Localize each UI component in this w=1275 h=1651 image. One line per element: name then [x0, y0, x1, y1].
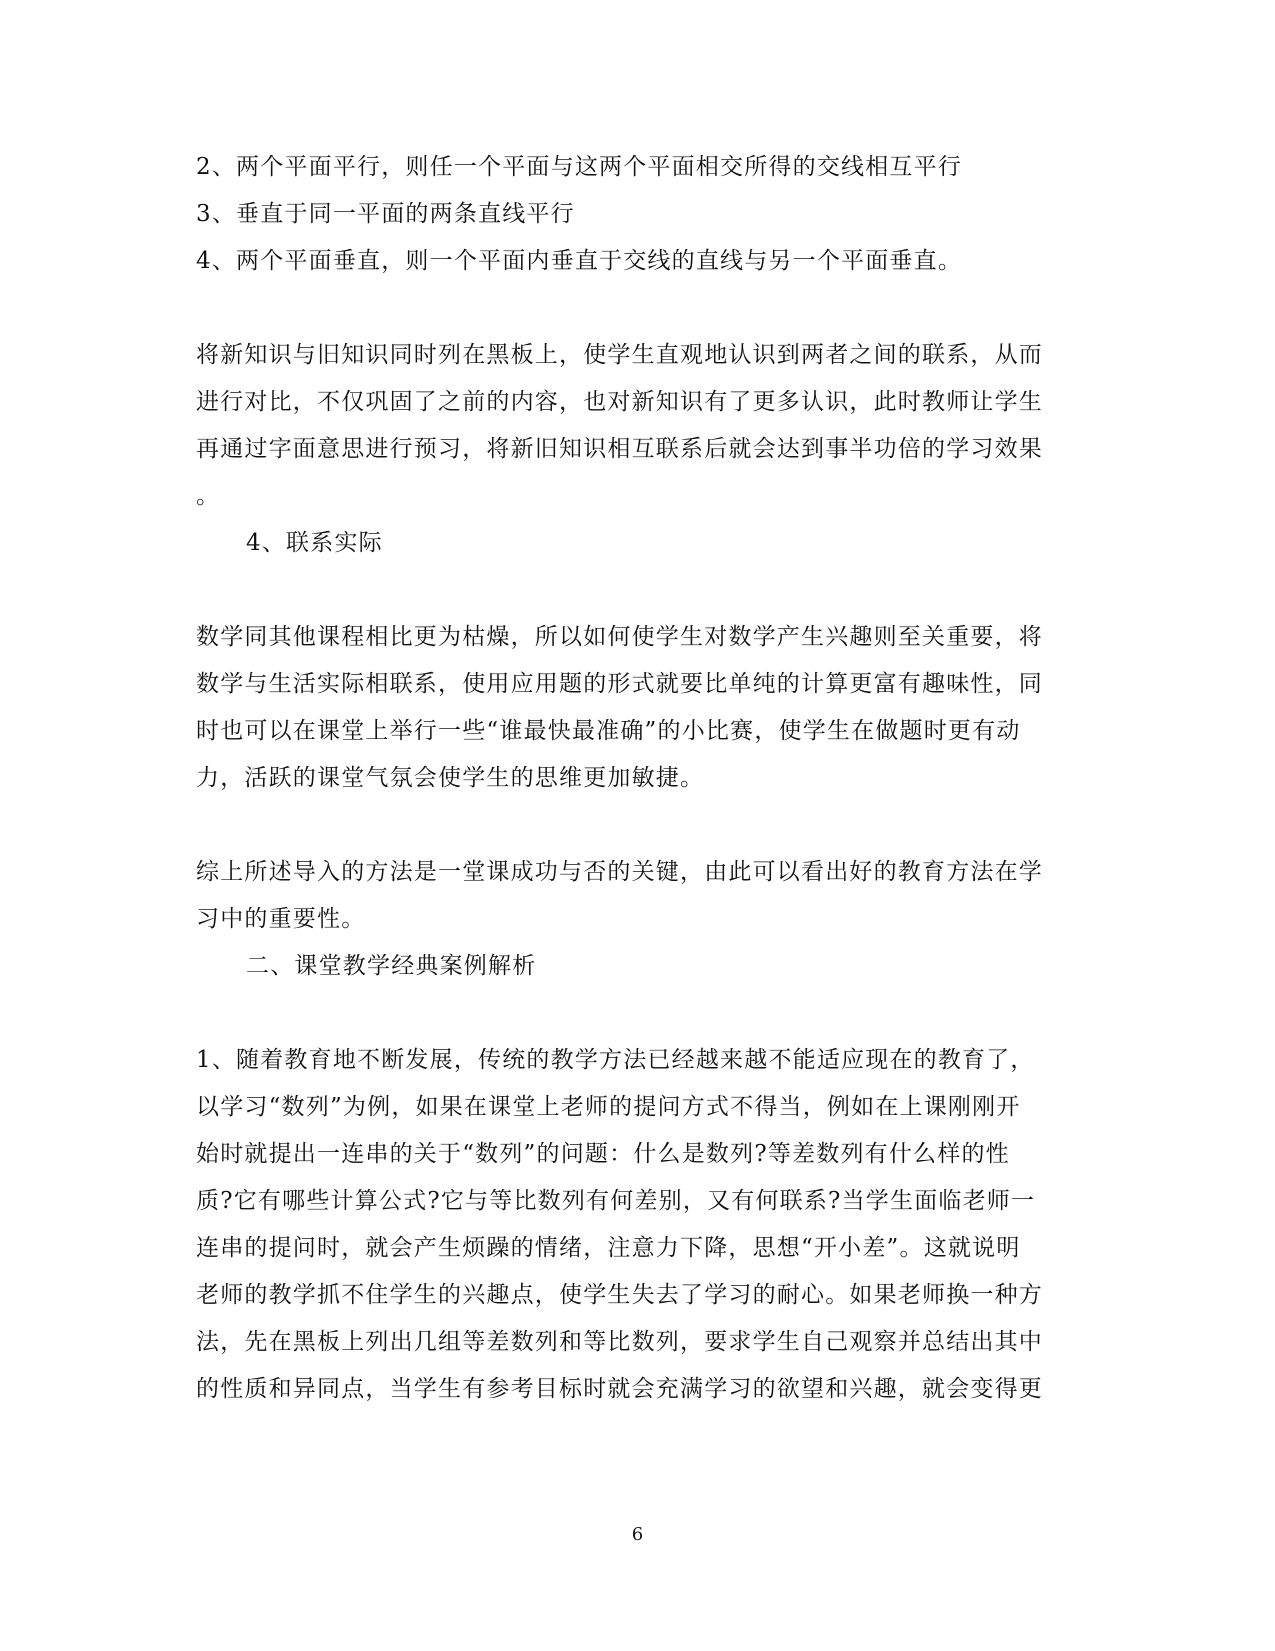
paragraph-line: 。	[196, 483, 221, 509]
paragraph-line: 连串的提问时，就会产生烦躁的情绪，注意力下降，思想“开小差”。这就说明	[196, 1235, 1021, 1261]
page-number: 6	[631, 1524, 644, 1545]
paragraph-line: 时也可以在课堂上举行一些“谁最快最准确”的小比赛，使学生在做题时更有动	[196, 718, 1021, 744]
paragraph-line: 的性质和异同点，当学生有参考目标时就会充满学习的欲望和兴趣，就会变得更	[196, 1376, 1043, 1402]
paragraph-line: 再通过字面意思进行预习，将新旧知识相互联系后就会达到事半功倍的学习效果	[196, 436, 1043, 462]
section-heading: 二、课堂教学经典案例解析	[246, 953, 537, 979]
paragraph-line: 综上所述导入的方法是一堂课成功与否的关键，由此可以看出好的教育方法在学	[196, 859, 1043, 885]
list-item: 2、两个平面平行，则任一个平面与这两个平面相交所得的交线相互平行	[196, 154, 963, 180]
paragraph-line: 数学与生活实际相联系，使用应用题的形式就要比单纯的计算更富有趣味性，同	[196, 671, 1043, 697]
paragraph-line: 质?它有哪些计算公式?它与等比数列有何差别，又有何联系?当学生面临老师一	[196, 1188, 1036, 1214]
paragraph-line: 1、随着教育地不断发展，传统的教学方法已经越来越不能适应现在的教育了，	[196, 1047, 1035, 1073]
paragraph-line: 进行对比，不仅巩固了之前的内容，也对新知识有了更多认识，此时教师让学生	[196, 389, 1043, 415]
paragraph-line: 以学习“数列”为例，如果在课堂上老师的提问方式不得当，例如在上课刚刚开	[196, 1094, 1021, 1120]
paragraph-line: 法，先在黑板上列出几组等差数列和等比数列，要求学生自己观察并总结出其中	[196, 1329, 1043, 1355]
list-item: 4、两个平面垂直，则一个平面内垂直于交线的直线与另一个平面垂直。	[196, 248, 963, 274]
paragraph-line: 数学同其他课程相比更为枯燥，所以如何使学生对数学产生兴趣则至关重要，将	[196, 624, 1043, 650]
paragraph-line: 习中的重要性。	[196, 906, 366, 932]
paragraph-line: 老师的教学抓不住学生的兴趣点，使学生失去了学习的耐心。如果老师换一种方	[196, 1282, 1043, 1308]
list-item: 3、垂直于同一平面的两条直线平行	[196, 201, 575, 227]
paragraph-line: 将新知识与旧知识同时列在黑板上，使学生直观地认识到两者之间的联系，从而	[196, 342, 1043, 368]
paragraph-line: 始时就提出一连串的关于“数列”的问题：什么是数列?等差数列有什么样的性	[196, 1141, 1010, 1167]
paragraph-line: 力，活跃的课堂气氛会使学生的思维更加敏捷。	[196, 765, 705, 791]
section-heading: 4、联系实际	[246, 530, 383, 556]
